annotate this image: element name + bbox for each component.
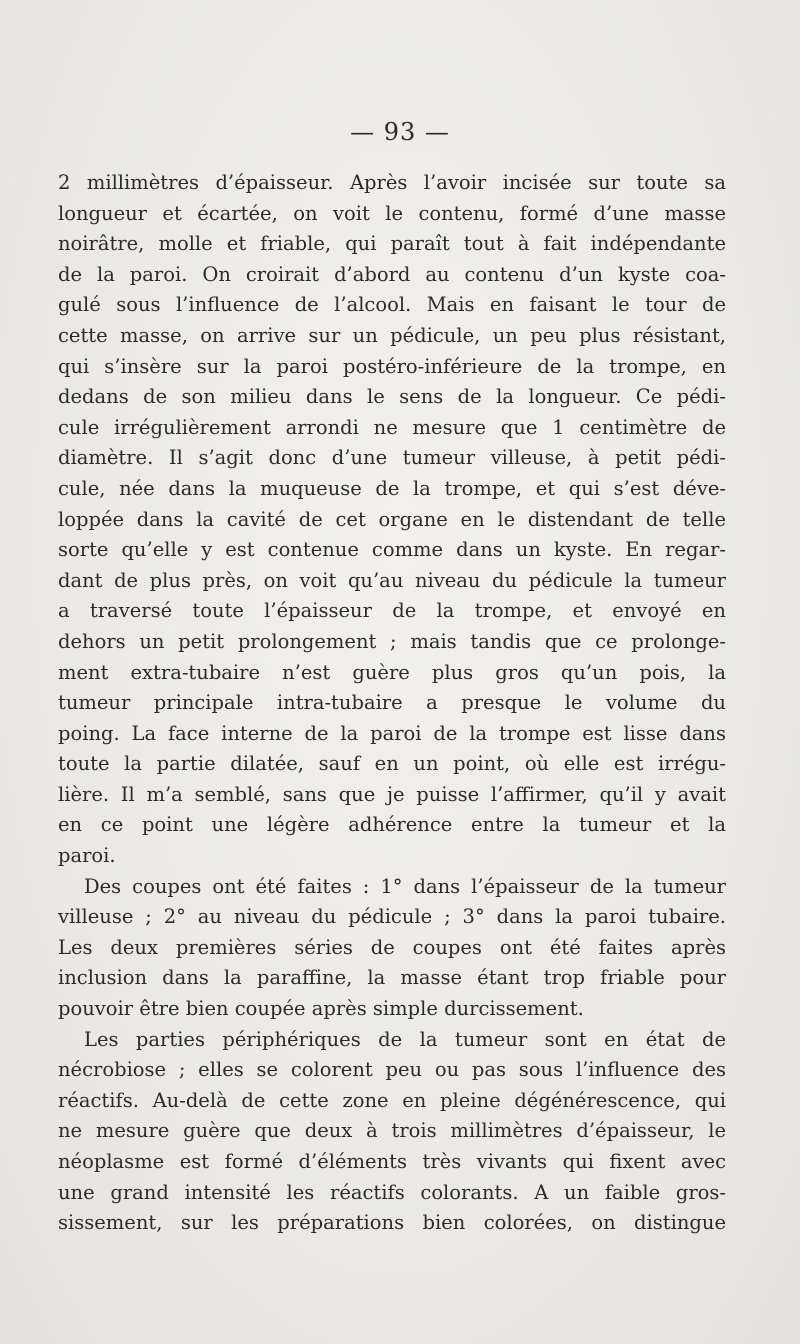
text-line: cule, née dans la muqueuse de la trompe, et qui s’est déve-: [58, 476, 726, 500]
text-line: Les parties périphériques de la tumeur sont en état de: [84, 1027, 726, 1051]
text-line: cule irrégulièrement arrondi ne mesure que 1 centimètre de: [58, 415, 726, 439]
text-line: gulé sous l’influence de l’alcool. Mais en faisant le tour de: [58, 293, 726, 317]
text-line: sissement, sur les préparations bien colorées, on distingue: [58, 1211, 726, 1235]
page-number: — 93 —: [350, 118, 450, 146]
text-line: diamètre. Il s’agit donc d’une tumeur villeuse, à petit pédi-: [58, 446, 726, 470]
text-line: dehors un petit prolongement ; mais tandis que ce prolonge-: [58, 629, 726, 653]
text-line: toute la partie dilatée, sauf en un point, où elle est irrégu-: [58, 752, 726, 776]
text-line: Les deux premières séries de coupes ont été faites après: [58, 935, 726, 959]
text-line: villeuse ; 2° au niveau du pédicule ; 3° dans la paroi tubaire.: [58, 905, 726, 929]
text-line: Des coupes ont été faites : 1° dans l’épaisseur de la tumeur: [84, 874, 726, 898]
body-text: [58, 168, 726, 1239]
text-line: nécrobiose ; elles se colorent peu ou pas sous l’influence des: [58, 1058, 726, 1082]
text-line: une grand intensité les réactifs colorants. A un faible gros-: [58, 1180, 726, 1204]
text-line: ne mesure guère que deux à trois millimètres d’épaisseur, le: [58, 1119, 726, 1143]
text-line: pouvoir être bien coupée après simple durcissement.: [58, 997, 584, 1021]
text-line: sorte qu’elle y est contenue comme dans un kyste. En regar-: [58, 538, 726, 562]
text-line: 2 millimètres d’épaisseur. Après l’avoir incisée sur toute sa: [58, 171, 726, 194]
text-line: cette masse, on arrive sur un pédicule, un peu plus résistant,: [58, 323, 726, 347]
text-line: noirâtre, molle et friable, qui paraît tout à fait indépendante: [58, 232, 726, 256]
text-line: dant de plus près, on voit qu’au niveau du pédicule la tumeur: [58, 568, 726, 592]
text-line: poing. La face interne de la paroi de la trompe est lisse dans: [58, 721, 726, 745]
text-line: inclusion dans la paraffine, la masse étant trop friable pour: [58, 966, 726, 990]
text-line: en ce point une légère adhérence entre la tumeur et la: [58, 813, 726, 837]
text-line: néoplasme est formé d’éléments très vivants qui fixent avec: [58, 1150, 726, 1173]
text-line: tumeur principale intra-tubaire a presque le volume du: [58, 691, 726, 715]
text-line: dedans de son milieu dans le sens de la longueur. Ce pédi-: [58, 385, 726, 409]
text-line: réactifs. Au-delà de cette zone en pleine dégénérescence, qui: [58, 1088, 726, 1112]
text-line: paroi.: [58, 844, 116, 868]
text-line: de la paroi. On croirait d’abord au contenu d’un kyste coa-: [58, 262, 726, 286]
text-line: longueur et écartée, on voit le contenu, formé d’une masse: [58, 201, 726, 225]
text-line: ment extra-tubaire n’est guère plus gros qu’un pois, la: [58, 660, 726, 684]
text-line: lière. Il m’a semblé, sans que je puisse l’affirmer, qu’il y avait: [58, 782, 726, 806]
text-line: loppée dans la cavité de cet organe en le distendant de telle: [58, 507, 726, 531]
text-line: qui s’insère sur la paroi postéro-inférieure de la trompe, en: [58, 354, 726, 378]
text-line: a traversé toute l’épaisseur de la trompe, et envoyé en: [58, 599, 726, 623]
